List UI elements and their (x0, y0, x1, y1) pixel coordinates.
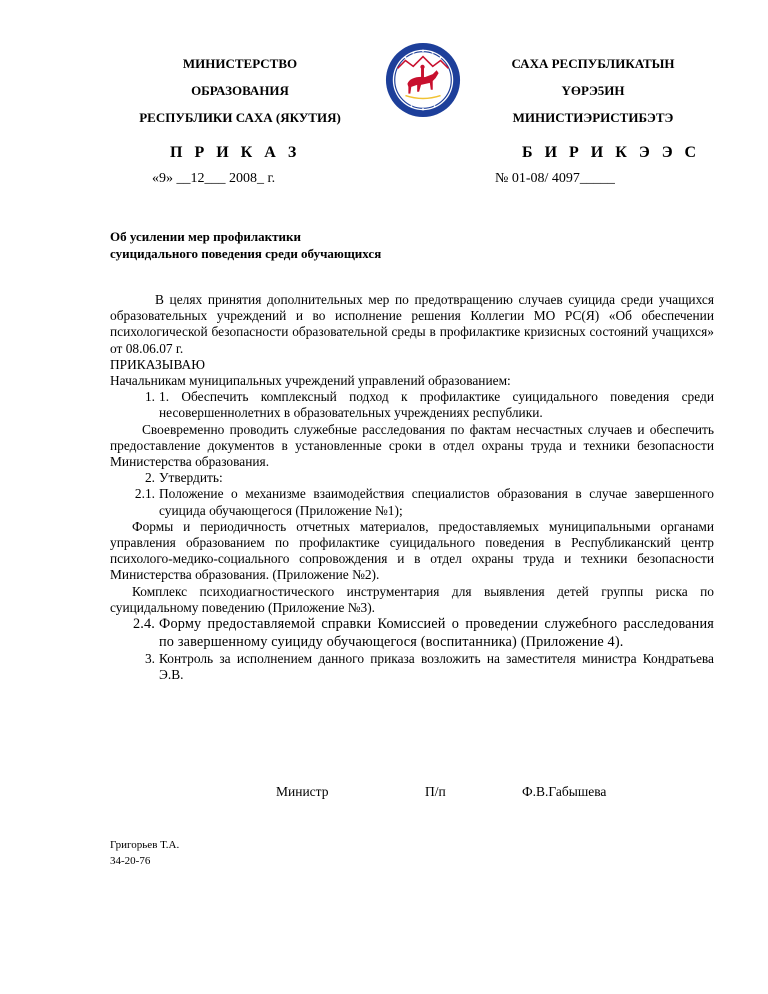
header-line: РЕСПУБЛИКИ САХА (ЯКУТИЯ) (139, 110, 341, 125)
list-item (110, 389, 714, 421)
list-number: 3. (144, 651, 155, 667)
header-line: МИНИСТЕРСТВО (182, 56, 298, 71)
coat-of-arms-icon (384, 41, 462, 119)
order-title-sakha: Б И Р И К Э Э С (522, 144, 701, 161)
order-date: «9» __12___ 2008_ г. (152, 171, 276, 186)
paragraph: Формы и периодичность отчетных материалов, предоставляемых муниципальными органами управления образованием по профилактике суицидального поведения в Республиканский центр психолого-медико-социального сопровождения и в отдел охраны труда и техники безопасности Министерства образования. (Приложение №2). (110, 518, 714, 583)
list-text: Форму предоставляемой справки Комиссией о проведении служебного расследования по завершенному суициду обучающегося (воспитанника) (Приложение 4). (159, 616, 714, 650)
addressee: Начальникам муниципальных учреждений управлений образованием: (110, 373, 511, 389)
list-number: 2.4. (132, 616, 155, 633)
list-number: 2.1. (134, 486, 155, 502)
order-title-russian: П Р И К А З (170, 144, 301, 161)
list-item (110, 470, 714, 486)
list-number: 1. (144, 389, 155, 405)
header-line: САХА РЕСПУБЛИКАТЫН (511, 56, 675, 71)
executor-name: Григорьев Т.А. (110, 839, 180, 851)
list-text: 1. Обеспечить комплексный подход к профилактике суицидального поведения среди несовершеннолетних в образовательных учреждениях республики. (159, 389, 714, 421)
list-text: Положение о механизме взаимодействия специалистов образования в случае завершенного суицида обучающегося (Приложение №1); (159, 486, 714, 518)
list-number: 2. (144, 470, 155, 486)
paragraph: Комплекс психодиагностического инструментария для выявления детей группы риска по суицидальному поведению (Приложение №3). (110, 583, 714, 615)
ministry-header-sakha (468, 50, 718, 131)
order-word: ПРИКАЗЫВАЮ (110, 356, 205, 372)
list-text: Контроль за исполнением данного приказа возложить на заместителя министра Кондратьева Э.В. (159, 651, 714, 683)
subject-line: Об усилении мер профилактики (110, 229, 301, 244)
order-body (110, 292, 714, 684)
header-line: ҮӨРЭ5ИН (561, 83, 625, 98)
signatory-title: Министр (276, 784, 329, 799)
executor-phone: 34-20-76 (110, 855, 151, 867)
list-item (110, 616, 714, 651)
order-number: № 01-08/ 4097_____ (495, 171, 615, 186)
intro-paragraph: В целях принятия дополнительных мер по предотвращению случаев суицида среди учащихся образовательных учреждений и во исполнение решения Коллегии МО РС(Я) «Об обеспечении психологической безопасности образовательной среды в профилактике кризисных состояний учащихся» от 08.06.07 г. (110, 292, 714, 356)
ministry-header-russian (110, 50, 370, 131)
header-line: ОБРАЗОВАНИЯ (191, 83, 289, 98)
paragraph: Своевременно проводить служебные расследования по фактам несчастных случаев и обеспечить предоставление документов в установленные сроки в отдел охраны труда и техники безопасности Министерства образования. (110, 421, 714, 470)
list-item (110, 486, 714, 518)
order-subject (110, 228, 381, 262)
subject-line: суицидального поведения среди обучающихся (110, 246, 382, 261)
signatory-name: Ф.В.Габышева (522, 784, 607, 799)
executor-info (110, 837, 179, 869)
signature-mark: П/п (425, 784, 446, 799)
list-item (110, 651, 714, 683)
list-text: Утвердить: (159, 470, 223, 486)
header-line: МИНИСТИЭРИСТИБЭТЭ (512, 110, 674, 125)
